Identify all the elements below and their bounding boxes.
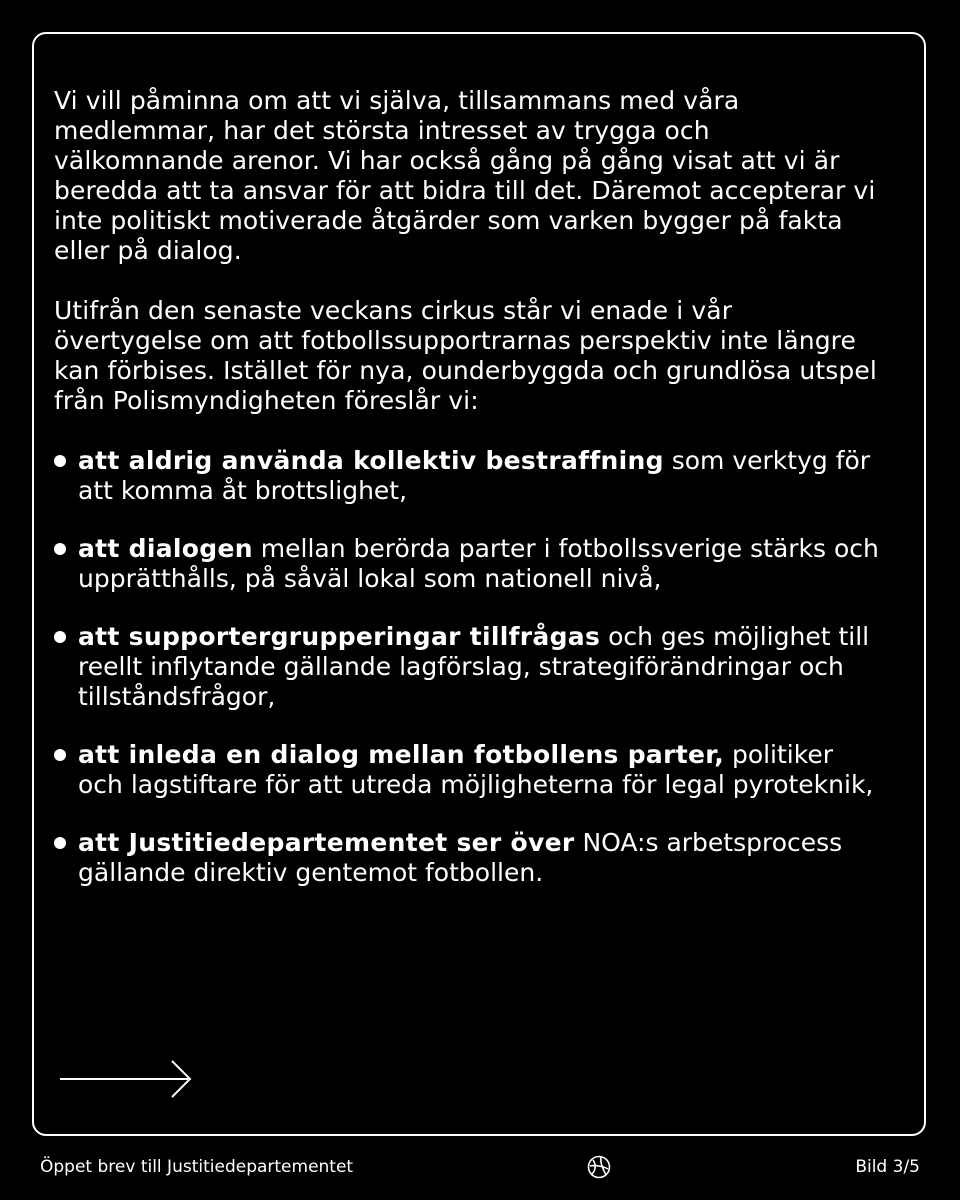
list-item-text: NOA:s arbetsprocess gällande direktiv gentemot fotbollen. (78, 828, 843, 887)
arrow-right-icon[interactable] (58, 1058, 194, 1100)
list-item (54, 446, 884, 506)
list-item-text: politiker och lagstiftare för att utreda möjligheterna för legal pyroteknik, (78, 740, 874, 799)
bullet-dot-icon (54, 749, 66, 761)
list-item-text: och ges möjlighet till reellt inflytande gällande lagförslag, strategiförändringar och tillståndsfrågor, (78, 622, 870, 711)
list-item-text: som verktyg för att komma åt brottslighet, (78, 446, 871, 505)
list-item (54, 534, 884, 594)
list-item-text: mellan berörda parter i fotbollssverige stärks och upprätthålls, på såväl lokal som nationell nivå, (78, 534, 879, 593)
paragraph-intro: Vi vill påminna om att vi själva, tillsammans med våra medlemmar, har det största intresset av trygga och välkomnande arenor. Vi har också gång på gång visat att vi är beredda att ta ansvar för att bidra till det. Däremot accepterar vi inte politiskt motiverade åtgärder som varken bygger på fakta eller på dialog. (54, 86, 876, 265)
page-indicator: Bild 3/5 (855, 1157, 920, 1177)
bullet-dot-icon (54, 455, 66, 467)
footer-title: Öppet brev till Justitiedepartementet (40, 1157, 354, 1177)
letter-body (54, 86, 884, 916)
list-item (54, 828, 884, 888)
list-item-bold: att Justitiedepartementet ser över (78, 828, 575, 857)
football-logo-icon (587, 1155, 611, 1179)
footer (0, 1152, 960, 1182)
list-item-bold: att inleda en dialog mellan fotbollens parter, (78, 740, 724, 769)
bullet-dot-icon (54, 631, 66, 643)
list-item-bold: att aldrig använda kollektiv bestraffning (78, 446, 664, 475)
list-item-bold: att supportergrupperingar tillfrågas (78, 622, 601, 651)
paragraph-proposal: Utifrån den senaste veckans cirkus står vi enade i vår övertygelse om att fotbollssupportrarnas perspektiv inte längre kan förbises. Istället för nya, ounderbyggda och grundlösa utspel från Polismyndigheten föreslår vi: (54, 296, 877, 415)
list-item-bold: att dialogen (78, 534, 253, 563)
list-item (54, 740, 884, 800)
proposal-list (54, 446, 884, 888)
list-item (54, 622, 884, 712)
bullet-dot-icon (54, 837, 66, 849)
bullet-dot-icon (54, 543, 66, 555)
